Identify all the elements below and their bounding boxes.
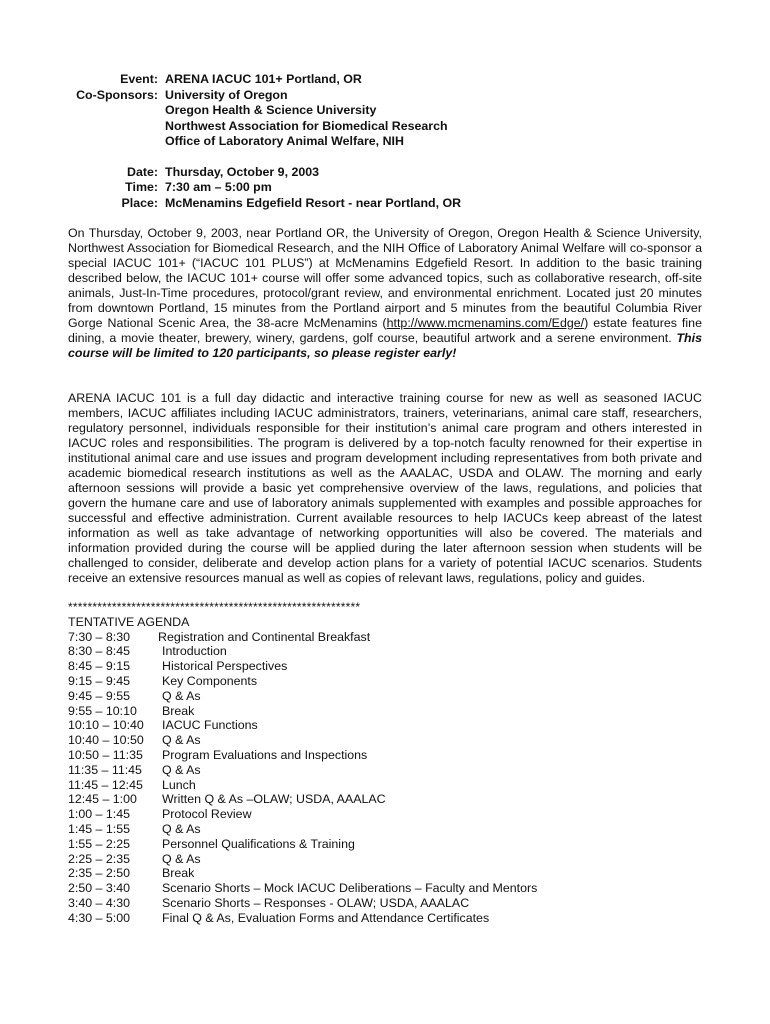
agenda-description: Q & As xyxy=(162,851,201,866)
agenda-item xyxy=(68,733,702,748)
agenda-time: 1:00 – 1:45 xyxy=(68,807,131,822)
agenda-item xyxy=(68,822,702,837)
place-value: McMenamins Edgefield Resort - near Portland, OR xyxy=(165,195,462,210)
agenda-time: 10:40 – 10:50 xyxy=(68,733,144,748)
intro-text: On Thursday, October 9, 2003, near Portland OR, the University of Oregon, Oregon Health & Science University, Northwest Association for Biomedical Research, and the NIH Office of Laboratory Animal Welfare will co-sponsor a special IACUC 101+ (“IACUC 101 PLUS”) at McMenamins Edgefield Resort. In addition to the basic training described below, the IACUC 101+ course will offer some advanced topics, such as collaborative research, off-site animals, Just-In-Time procedures, protocol/grant review, and environmental enrichment. Located just 20 minutes from downtown Portland, 15 minutes from the Portland airport and 5 minutes from the beautiful Columbia River Gorge National Scenic Area, the 38-acre McMenamins ( xyxy=(68,226,702,330)
event-header xyxy=(68,72,702,211)
agenda-item xyxy=(68,659,702,674)
agenda-time: 10:50 – 11:35 xyxy=(68,747,143,762)
agenda-item xyxy=(68,644,702,659)
agenda-description: Q & As xyxy=(162,821,201,836)
agenda-description: Lunch xyxy=(162,777,196,792)
agenda-time: 4:30 – 5:00 xyxy=(68,910,131,925)
cosponsor-1: University of Oregon xyxy=(165,87,288,102)
cosponsors-row xyxy=(68,88,702,104)
cosponsors-label: Co-Sponsors: xyxy=(76,87,158,102)
agenda-description: Introduction xyxy=(162,644,227,659)
cosponsors-row xyxy=(68,103,702,119)
time-value: 7:30 am – 5:00 pm xyxy=(165,180,272,194)
agenda-description: Q & As xyxy=(162,733,201,748)
intro-text-continued: ) estate features fine dining, a movie theater, brewery, winery, gardens, golf course, beautiful artwork and a serene environment. xyxy=(68,316,702,345)
agenda-time: 7:30 – 8:30 xyxy=(68,629,131,644)
place-label: Place: xyxy=(121,195,158,210)
agenda-item xyxy=(68,866,702,881)
agenda-time: 2:25 – 2:35 xyxy=(68,851,131,866)
agenda-description: Written Q & As –OLAW; USDA, AAALAC xyxy=(162,792,386,807)
agenda-description: Q & As xyxy=(162,688,201,703)
agenda-time: 11:45 – 12:45 xyxy=(68,777,143,792)
agenda-item xyxy=(68,674,702,689)
date-row xyxy=(68,165,702,181)
intro-paragraph xyxy=(68,226,702,361)
agenda-description: Break xyxy=(162,703,195,718)
agenda-item xyxy=(68,807,702,822)
agenda-item xyxy=(68,852,702,867)
agenda-item xyxy=(68,896,702,911)
agenda-description: Historical Perspectives xyxy=(162,659,288,674)
agenda-time: 9:45 – 9:55 xyxy=(68,688,131,703)
agenda-list xyxy=(68,630,702,926)
cosponsor-4: Office of Laboratory Animal Welfare, NIH xyxy=(165,134,404,148)
date-label: Date: xyxy=(127,164,158,179)
agenda-description: Break xyxy=(162,866,195,881)
agenda-time: 8:30 – 8:45 xyxy=(68,644,131,659)
time-label: Time: xyxy=(125,180,158,194)
agenda-item xyxy=(68,718,702,733)
agenda-item xyxy=(68,689,702,704)
date-value: Thursday, October 9, 2003 xyxy=(165,164,320,179)
agenda-description: Key Components xyxy=(162,673,258,688)
registration-notice: This course will be limited to 120 participants, so please register early! xyxy=(68,331,702,360)
agenda-item xyxy=(68,763,702,778)
document-page xyxy=(68,72,702,926)
website-link[interactable]: http://www.mcmenamins.com/Edge/ xyxy=(386,316,585,330)
agenda-time: 10:10 – 10:40 xyxy=(68,718,144,733)
agenda-item xyxy=(68,748,702,763)
agenda-item xyxy=(68,778,702,793)
cosponsors-row xyxy=(68,119,702,135)
time-row xyxy=(68,180,702,196)
place-row xyxy=(68,196,702,212)
agenda-title: TENTATIVE AGENDA xyxy=(68,614,190,629)
agenda-description: Scenario Shorts – Responses - OLAW; USDA, AAALAC xyxy=(162,895,470,910)
agenda-time: 3:40 – 4:30 xyxy=(68,895,131,910)
agenda-time: 9:55 – 10:10 xyxy=(68,703,137,718)
agenda-description: IACUC Functions xyxy=(162,718,258,733)
agenda-time: 1:55 – 2:25 xyxy=(68,836,131,851)
cosponsor-2: Oregon Health & Science University xyxy=(165,103,377,117)
event-label: Event: xyxy=(120,72,158,86)
agenda-description: Protocol Review xyxy=(162,807,252,822)
agenda-item xyxy=(68,837,702,852)
separator-line: ************************************************************ xyxy=(68,600,361,614)
agenda-description: Personnel Qualifications & Training xyxy=(162,836,355,851)
event-value: ARENA IACUC 101+ Portland, OR xyxy=(165,72,362,86)
agenda-time: 1:45 – 1:55 xyxy=(68,821,131,836)
agenda-item xyxy=(68,881,702,896)
agenda-item xyxy=(68,630,702,645)
agenda-description: Final Q & As, Evaluation Forms and Attendance Certificates xyxy=(162,910,490,925)
agenda-description: Registration and Continental Breakfast xyxy=(158,629,371,644)
cosponsor-3: Northwest Association for Biomedical Research xyxy=(165,118,448,133)
agenda-time: 2:35 – 2:50 xyxy=(68,866,131,881)
agenda-time: 11:35 – 11:45 xyxy=(68,762,142,777)
agenda-item xyxy=(68,704,702,719)
agenda-time: 8:45 – 9:15 xyxy=(68,659,131,674)
agenda-time: 2:50 – 3:40 xyxy=(68,881,131,896)
agenda-description: Scenario Shorts – Mock IACUC Deliberations – Faculty and Mentors xyxy=(162,881,538,896)
event-row xyxy=(68,72,702,88)
description-paragraph: ARENA IACUC 101 is a full day didactic and interactive training course for new as well as seasoned IACUC members, IACUC affiliates including IACUC administrators, trainers, veterinarians, animal care staff, researchers, regulatory personnel, individuals responsible for their institution’s animal care program and others interested in IACUC roles and responsibilities. The program is delivered by a top-notch faculty renowned for their expertise in institutional animal care and use issues and program development including representatives from both private and academic biomedical research institutions as well as the AAALAC, USDA and OLAW. The morning and early afternoon sessions will provide a basic yet comprehensive overview of the laws, regulations, and policies that govern the humane care and use of laboratory animals supplemented with examples and possible approaches for successful and effective administration. Current available resources to help IACUCs keep abreast of the latest information as well as take advantage of networking opportunities will also be covered. The materials and information provided during the course will be applied during the later afternoon session when students will be challenged to consider, deliberate and develop action plans for a variety of potential IACUC scenarios. Students receive an extensive resources manual as well as copies of relevant laws, regulations, policy and guides. xyxy=(68,391,702,585)
agenda-description: Q & As xyxy=(162,762,201,777)
agenda-time: 12:45 – 1:00 xyxy=(68,792,137,807)
agenda-item xyxy=(68,792,702,807)
agenda-description: Program Evaluations and Inspections xyxy=(162,747,368,762)
cosponsors-row xyxy=(68,134,702,150)
agenda-item xyxy=(68,911,702,926)
agenda-time: 9:15 – 9:45 xyxy=(68,673,131,688)
